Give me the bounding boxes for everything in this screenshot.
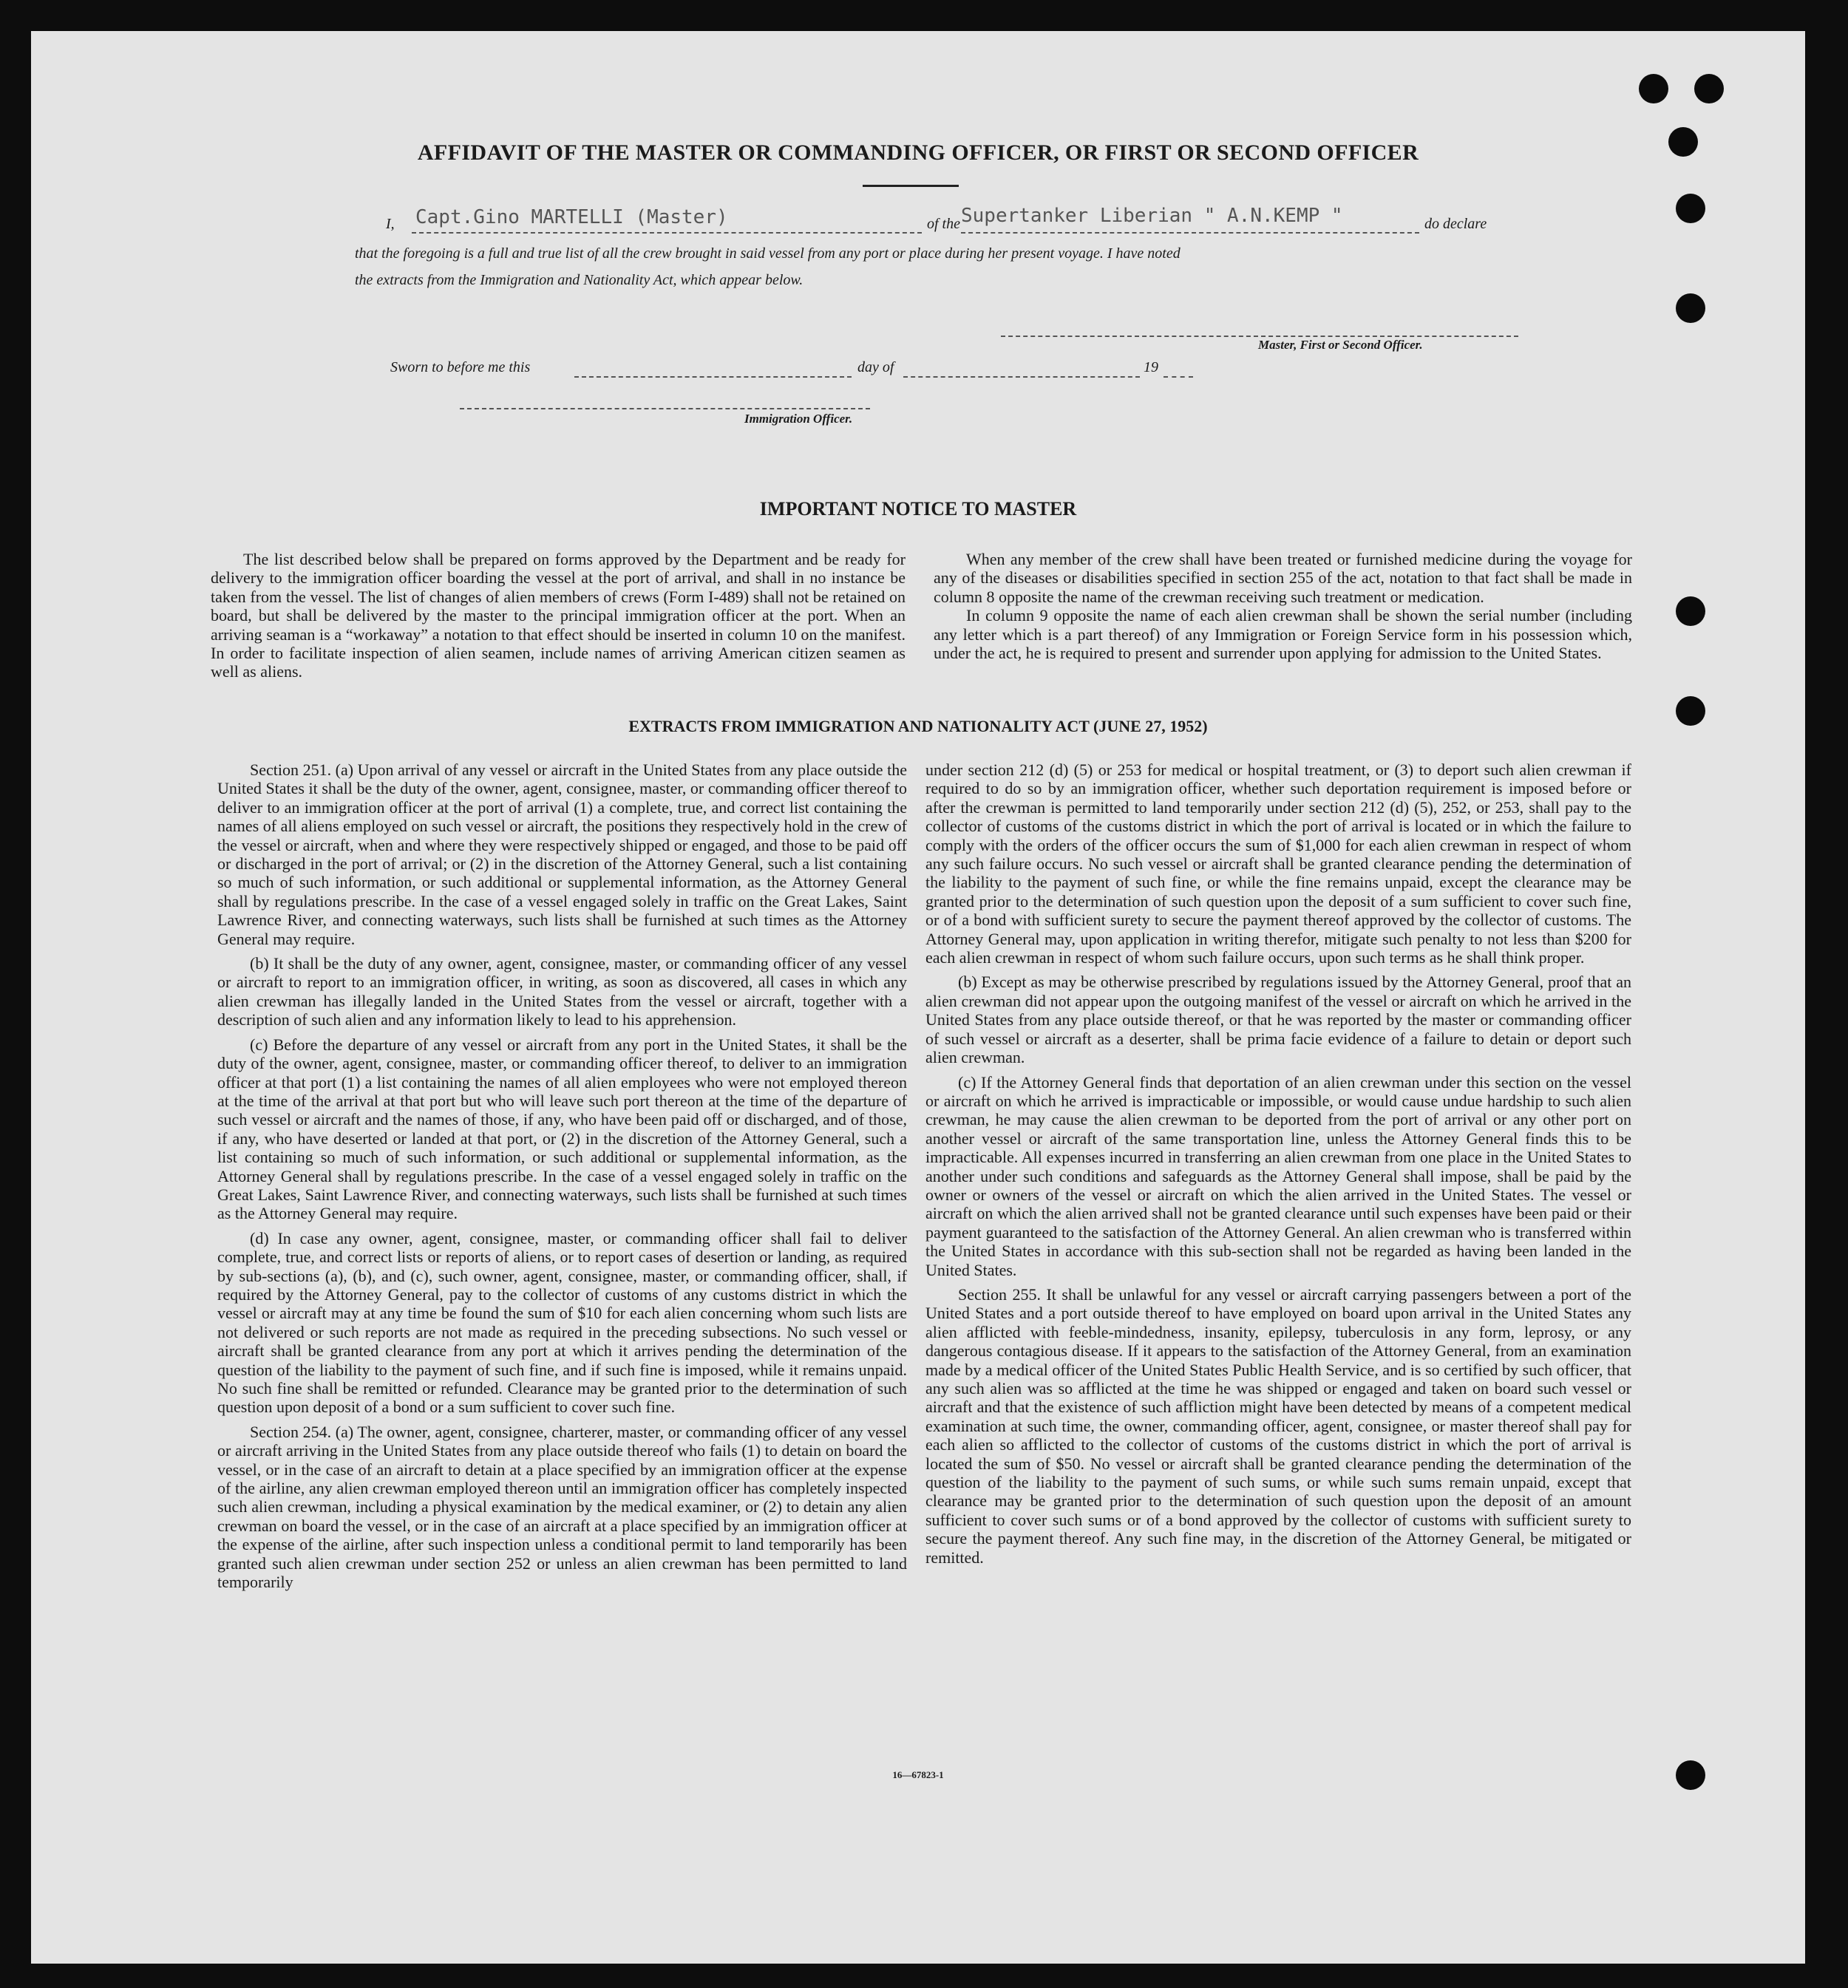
document-page (31, 31, 1805, 1964)
immigration-officer-line (460, 408, 870, 409)
vessel-name-line (961, 232, 1419, 234)
act-section-paragraph: (b) Except as may be otherwise prescribed by regulations issued by the Attorney General, proof that an alien crewman did not appear upon the outgoing manifest of the vessel or aircraft on which he arrived in the United States from any place outside thereof, or that he was reported by the master or commanding officer of such vessel or aircraft as a deserter, shall be prima facie evidence of a failure to detain or deport such alien crewman. (925, 973, 1631, 1067)
act-section-paragraph: Section 254. (a) The owner, agent, consignee, charterer, master, or commanding officer of any vessel or aircraft arriving in the United States from any place outside thereof who fails (1) to detain on board the vessel, or in the case of an aircraft to detain at a place specified by an immigration officer at the expense of the airline, any alien crewman employed thereon until an immigration officer has completely inspected such alien crewman, including a physical examination by the medical examiner, or (2) to detain any alien crewman on board the vessel, or in the case of an aircraft at a place specified by an immigration officer at the expense of the airline, after such inspection unless a conditional permit to land temporarily has been granted such alien crewman under section 252 or unless an alien crewman has been permitted to land temporarily (217, 1422, 907, 1592)
signature-line (1001, 336, 1518, 337)
sworn-year-line[interactable] (1164, 376, 1193, 378)
declaration-text: that the foregoing is a full and true list of all the crew brought in said vessel from any port or place during her present voyage. I have noted (355, 245, 1181, 262)
extracts-right-column (925, 760, 1631, 1567)
act-section-paragraph: (b) It shall be the duty of any owner, agent, consignee, master, or commanding officer of any vessel or aircraft to report to an immigration officer, in writing, as soon as discovered, all cases in which any alien crewman has illegally landed in the United States from the vessel or aircraft, together with a description of such alien and any information likely to lead to his apprehension. (217, 954, 907, 1029)
sworn-month-line[interactable] (903, 376, 1140, 378)
notice-right-column (934, 550, 1632, 662)
signature-caption: Master, First or Second Officer. (1258, 338, 1423, 352)
of-the-label: of the (927, 216, 960, 232)
punch-hole (1676, 194, 1705, 223)
do-declare-label: do declare (1424, 216, 1487, 232)
notice-left-column (211, 550, 906, 681)
declaration-text-continued: the extracts from the Immigration and Nationality Act, which appear below. (355, 272, 804, 288)
immigration-officer-caption: Immigration Officer. (744, 412, 853, 426)
notice-paragraph: The list described below shall be prepared on forms approved by the Department and be ready for delivery to the immigration officer boarding the vessel at the port of arrival, and shall in no instance be taken from the vessel. The list of changes of alien members of crews (Form I-489) shall not be retained on board, but shall be delivered by the master to the principal immigration officer at the port. When an arriving seaman is a “workaway” a notation to that effect should be inserted in column 10 on the manifest. In order to facilitate inspection of alien seamen, include names of arriving American citizen seamen as well as aliens. (211, 550, 906, 681)
notice-paragraph: In column 9 opposite the name of each alien crewman shall be shown the serial number (including any letter which is a part thereof) of any Immigration or Foreign Service form in his possession which, under the act, he is required to present and surrender upon applying for admission to the United States. (934, 606, 1632, 663)
extracts-left-column (217, 760, 907, 1591)
act-section-paragraph: (d) In case any owner, agent, consignee, master, or commanding officer shall fail to deliver complete, true, and correct lists or reports of aliens, or to report cases of desertion or landing, as required by sub-sections (a), (b), and (c), such owner, agent, consignee, master, or commanding officer, shall, if required by the Attorney General, pay to the collector of customs of any customs district in which the vessel or aircraft may at any time be found the sum of $10 for each alien concerning whom such lists are not delivered or such reports are not made as required in the preceding subsections. No such vessel or aircraft shall be granted clearance from any port at which it arrives pending the determination of the question of the liability to the payment of such fine, and if such fine is imposed, while it remains unpaid. No such fine shall be remitted or refunded. Clearance may be granted prior to the determination of such question upon deposit of a bond or a sum sufficient to cover such fine. (217, 1228, 907, 1417)
punch-hole (1676, 293, 1705, 323)
act-section-paragraph: (c) If the Attorney General finds that deportation of an alien crewman under this section on the vessel or aircraft on which he arrived is impracticable or impossible, or would cause undue hardship to such alien crewman, he may cause the alien crewman to be deported from the port of arrival or any other port on another vessel or aircraft of the same transportation line, unless the Attorney General finds this to be impracticable. All expenses incurred in transferring an alien crewman from one place in the United States to another under such conditions and safeguards as the Attorney General shall impose, shall be paid by the owner or owners of the vessel or aircraft on which the alien arrived in the United States. The vessel or aircraft on which the alien arrived shall not be granted clearance until such expenses have been paid or their payment guaranteed to the satisfaction of the Attorney General. An alien crewman who is transferred within the United States in accordance with this sub-section shall not be regarded as having been landed in the United States. (925, 1072, 1631, 1279)
act-section-paragraph: Section 255. It shall be unlawful for any vessel or aircraft carrying passengers between a port of the United States and a port outside thereof to have employed on board upon arrival in the United States any alien afflicted with feeble-mindedness, insanity, epilepsy, tuberculosis in any form, leprosy, or any dangerous contagious disease. If it appears to the satisfaction of the Attorney General, from an examination made by a medical officer of the United States Public Health Service, and is so certified by such officer, that any such alien was so afflicted at the time he was shipped or engaged and taken on board such vessel or aircraft and that the existence of such affliction might have been detected by means of a competent medical examination at such time, the owner, commanding officer, agent, consignee, or master thereof shall pay for each alien so afflicted to the collector of customs of the customs district in which the port of arrival is located the sum of $50. No vessel or aircraft shall be granted clearance pending the determination of the question of the liability to the payment of such sums, or while such sums remain unpaid, except that clearance may be granted prior to the determination of such question upon the deposit of an amount sufficient to cover such sums or of a bond approved by the collector of customs with sufficient surety to secure the payment thereof. Any such fine may, in the discretion of the Attorney General, be mitigated or remitted. (925, 1284, 1631, 1567)
master-name-line (412, 232, 922, 234)
punch-hole (1694, 74, 1724, 103)
act-section-paragraph: under section 212 (d) (5) or 253 for medical or hospital treatment, or (3) to deport such alien crewman if required to do so by an immigration officer, whether such deportation requirement is imposed before or after the crewman is permitted to land temporarily under section 212 (d) (5), 252, or 253, shall pay to the collector of customs of the customs district in which the port of arrival is located or in which the failure to comply with the orders of the officer occurs the sum of $1,000 for each alien crewman in respect of whom any such failure occurs. No such vessel or aircraft shall be granted clearance pending the determination of the liability to the payment of such fine, or while the fine remains unpaid, except the clearance may be granted prior to the determination of such question upon the deposit of a sum sufficient to cover such fine, or of a bond with sufficient surety to secure the payment thereof approved by the collector of customs. The Attorney General may, upon application in writing therefor, mitigate such penalty to not less than $200 for each alien crewman in respect of whom such failure occurs, upon such terms as he shall think proper. (925, 760, 1631, 967)
notice-paragraph: When any member of the crew shall have been treated or furnished medicine during the voyage for any of the diseases or disabilities specified in section 255 of the act, notation to that fact shall be made in column 8 opposite the name of the crewman receiving such treatment or medication. (934, 550, 1632, 606)
punch-hole (1676, 596, 1705, 626)
act-section-paragraph: Section 251. (a) Upon arrival of any vessel or aircraft in the United States from any place outside the United States it shall be the duty of the owner, agent, consignee, master, or commanding officer thereof to deliver to an immigration officer at the port of arrival (1) a complete, true, and correct list containing the names of all aliens employed on such vessel or aircraft, the positions they respectively hold in the crew of the vessel or aircraft, when and where they were respectively shipped or engaged, and those to be paid off or discharged in the port of arrival; or (2) in the discretion of the Attorney General, such a list containing so much of such information, or such additional or supplemental information, as the Attorney General shall by regulations prescribe. In the case of a vessel engaged solely in traffic on the Great Lakes, Saint Lawrence River, and connecting waterways, such lists shall be furnished at such times as the Attorney General may require. (217, 760, 907, 948)
punch-hole (1639, 74, 1668, 103)
sworn-date-line[interactable] (574, 376, 852, 378)
title-divider (863, 185, 959, 187)
vessel-name-field[interactable]: Supertanker Liberian " A.N.KEMP " (961, 205, 1343, 227)
year-prefix-label: 19 (1144, 359, 1158, 375)
day-of-label: day of (857, 359, 894, 375)
form-number: 16—67823-1 (892, 1769, 944, 1780)
sworn-label: Sworn to before me this (390, 359, 531, 375)
notice-heading: IMPORTANT NOTICE TO MASTER (759, 498, 1077, 520)
extracts-heading: EXTRACTS FROM IMMIGRATION AND NATIONALITY ACT (JUNE 27, 1952) (628, 717, 1208, 735)
affidavit-title: AFFIDAVIT OF THE MASTER OR COMMANDING OFFICER, OR FIRST OR SECOND OFFICER (417, 140, 1419, 165)
master-name-field[interactable]: Capt.Gino MARTELLI (Master) (415, 206, 728, 228)
act-section-paragraph: (c) Before the departure of any vessel or aircraft from any port in the United States, it shall be the duty of the owner, agent, consignee, master, or commanding officer thereof, to deliver to an immigration officer at that port (1) a list containing the names of all alien employees who were not employed thereon at the time of the arrival at that port but who will leave such port thereon at the time of the departure of such vessel or aircraft and the names of those, if any, who have been paid off or discharged, and of those, if any, who have deserted or landed at that port, or (2) in the discretion of the Attorney General, such a list containing so much of such information, or such additional or supplemental information, as the Attorney General shall by regulations prescribe. In the case of a vessel engaged solely in traffic on the Great Lakes, Saint Lawrence River, and connecting waterways, such lists shall be furnished at such times as the Attorney General may require. (217, 1035, 907, 1223)
pronoun-label: I, (386, 216, 395, 232)
